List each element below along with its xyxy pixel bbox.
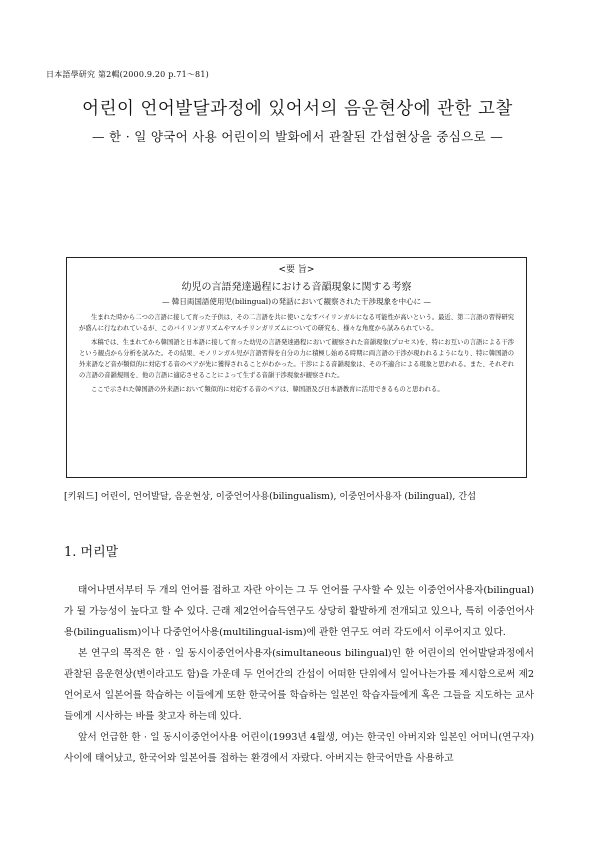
section-heading: 1. 머리말	[64, 545, 119, 560]
section-body	[64, 580, 534, 769]
keywords: [키워드] 어린이, 언어발달, 음운현상, 이중언어사용(bilingualism), 이중언어사용자 (bilingual), 간섭	[64, 491, 476, 502]
abstract-title: 幼児の言語発達過程における音韻現象に関する考察	[181, 282, 412, 293]
abstract-label: <要 旨>	[278, 265, 315, 275]
paper-subtitle: — 한 · 일 양국어 사용 어린이의 발화에서 관찰된 간섭현상을 중심으로 —	[91, 129, 503, 144]
paper-title: 어린이 언어발달과정에 있어서의 음운현상에 관한 고찰	[82, 99, 513, 119]
journal-reference: 日本語學研究 第2輯(2000.9.20 p.71～81)	[46, 70, 209, 79]
abstract-body	[79, 312, 514, 398]
body-paragraph: 태어나면서부터 두 개의 언어를 접하고 자란 아이는 그 두 언어를 구사할 수 있는 이중언어사용자(bilingual)가 될 가능성이 높다고 할 수 있다. 근래 제2언어습득연구도 상당히 활발하게 전개되고 있으나, 특히 이중언어사용(bilingualism)이나 다중언어사용(multilingual-ism)에 관한 연구도 여러 각도에서 이루어지고 있다.	[64, 585, 534, 638]
abstract-subtitle: — 韓日両国語使用児(bilingual)の発話において観察された干渉現象を中心に —	[162, 297, 431, 306]
body-paragraph: 본 연구의 목적은 한 · 일 동시이중언어사용자(simultaneous bilingual)인 한 어린이의 언어발달과정에서 관찰된 음운현상(변이라고도 함)을 가운데 두 언어간의 간섭이 어떠한 단위에서 일어나는가를 제시함으로써 제2언어로서 일본어를 학습하는 이들에게 또한 한국어를 학습하는 일본인 학습자들에게 혹은 그들을 지도하는 교사들에게 시사하는 바를 찾고자 하는데 있다.	[64, 648, 534, 722]
abstract-paragraph: 生まれた時から二つの言語に接して育った子供は、その二言語を共に使いこなすバイリンガルになる可能性が高いという。最近、第二言語の習得研究が盛んに行なわれているが、このバイリンガリズムやマルチリンガリズムについての研究も、様々な角度から試みられている。	[79, 314, 514, 332]
body-paragraph: 앞서 언급한 한 · 일 동시이중언어사용 어린이(1993년 4월생, 여)는 한국인 아버지와 일본인 어머니(연구자) 사이에 태어났고, 한국어와 일본어를 접하는 환경에서 자랐다. 아버지는 한국어만을 사용하고	[64, 732, 534, 764]
abstract-paragraph: 本稿では、生まれてから韓国語と日本語に接して育った幼児の言語発達過程において観察された音韻現象(プロセス)を、特にお互いの言語による干渉という観点から分析を試みた。その結果、モノリンガル児が言語習得を自分の力に積極し始める時期に両言語の干渉が現われるようになり、特に韓国語の外来語など音が類似的に対応する音のペアが先に獲得されることがわかった。干渉による音韻現象は、その不適合による現象と思われる。また、それぞれの言語の音韻規則を、他の言語に適応させることによって生ずる音韻干渉現象が観察された。	[79, 339, 514, 379]
abstract-box	[66, 257, 527, 478]
abstract-paragraph: ここで示された韓国語の外来語において類似的に対応する音のペアは、韓国語及び日本語教育に活用できるものと思われる。	[91, 386, 444, 393]
